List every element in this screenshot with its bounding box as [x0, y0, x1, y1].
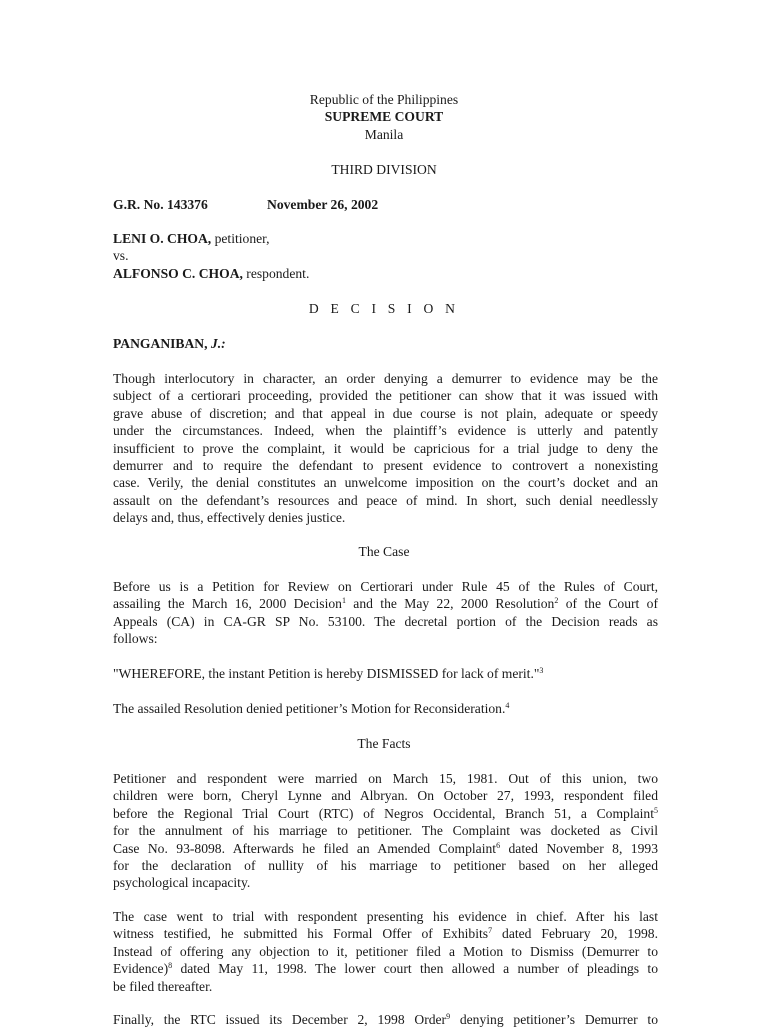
section-heading-case: The Case: [358, 544, 410, 559]
paragraph-line: for the declaration of nullity of his marriage to petitioner based on her alleged: [113, 857, 658, 873]
paragraph-line: children were born, Cheryl Lynne and Albryan. On October 27, 1993, respondent filed: [113, 788, 658, 804]
paragraph-line: for the annulment of his marriage to petitioner. The Complaint was docketed as Civil: [113, 823, 658, 839]
text-run: assailing the March 16, 2000 Decision: [113, 596, 342, 612]
paragraph-line: subject of a certiorari proceeding, provided the petitioner can show that it was issued with: [113, 388, 658, 404]
footnote-ref[interactable]: 4: [505, 701, 510, 710]
petitioner-name: LENI O. CHOA,: [113, 231, 212, 246]
quote-text: "WHEREFORE, the instant Petition is hereby DISMISSED for lack of merit.": [113, 666, 540, 681]
paragraph-line: insufficient to prove the complaint, it would be capricious for a trial judge to deny the: [113, 440, 658, 456]
gr-number: G.R. No. 143376: [113, 197, 208, 212]
petitioner-role: petitioner,: [211, 231, 270, 246]
text-run: and the May 22, 2000 Resolution: [345, 596, 555, 612]
paragraph-line: delays and, thus, effectively denies justice.: [113, 510, 346, 526]
paragraph-line: Before us is a Petition for Review on Certiorari under Rule 45 of the Rules of Court,: [113, 579, 658, 594]
court-heading: [0, 108, 768, 125]
text-run: of the Court of: [558, 596, 658, 612]
paragraph-line: Petitioner and respondent were married on March 15, 1981. Out of this union, two: [113, 771, 658, 786]
paragraph-line: [113, 595, 658, 612]
trial-paragraph: [113, 908, 658, 995]
paragraph-line: [113, 960, 658, 977]
paragraph-line: be filed thereafter.: [113, 978, 213, 994]
final-paragraph: [113, 1011, 658, 1028]
paragraph-line: psychological incapacity.: [113, 875, 251, 891]
paragraph-line: Instead of offering any objection to it, petitioner filed a Motion to Dismiss (Demurrer to: [113, 943, 658, 959]
paragraph-line: [113, 925, 658, 942]
city-heading: Manila: [364, 127, 404, 142]
text-run: denying petitioner’s Demurrer to: [450, 1012, 658, 1027]
text-run: dated May 11, 1998. The lower court then allowed a number of pleadings to: [172, 961, 658, 977]
respondent-name: ALFONSO C. CHOA,: [113, 265, 243, 281]
paragraph-line: [113, 1011, 658, 1028]
paragraph-line: The case went to trial with respondent presenting his evidence in chief. After his last: [113, 909, 658, 924]
footnote-ref[interactable]: 5: [654, 805, 658, 815]
text-run: Evidence): [113, 961, 169, 977]
text-run: Finally, the RTC issued its December 2, 1998 Order: [113, 1012, 447, 1027]
footnote-ref[interactable]: 6: [496, 840, 501, 850]
paragraph-line: Though interlocutory in character, an order denying a demurrer to evidence may be the: [113, 371, 658, 386]
resolution-text: The assailed Resolution denied petitioner’s Motion for Reconsideration.: [113, 701, 506, 716]
respondent-line: [113, 265, 658, 282]
versus-line: vs.: [113, 248, 129, 264]
decision-date: November 26, 2002: [267, 197, 379, 212]
paragraph-line: [113, 840, 658, 857]
division-heading: THIRD DIVISION: [331, 162, 437, 177]
paragraph-line: assault on the defendant’s resources and peace of mind. In short, such denial needlessly: [113, 492, 658, 508]
footnote-ref[interactable]: 2: [554, 596, 559, 606]
resolution-sentence: [113, 700, 658, 717]
petitioner-line: [113, 230, 658, 247]
footnote-ref[interactable]: 7: [488, 926, 493, 936]
footnote-ref[interactable]: 3: [539, 666, 544, 675]
footnote-ref[interactable]: 8: [168, 961, 173, 971]
text-run: Case No. 93-8098. Afterwards he filed an Amended Complaint: [113, 840, 497, 856]
section-heading-facts: The Facts: [357, 736, 411, 751]
paragraph-line: under the circumstances. Indeed, when the plaintiff’s evidence is utterly and patently: [113, 423, 658, 439]
paragraph-line: grave abuse of discretion; and that appeal in due course is not plain, adequate or speedy: [113, 405, 658, 421]
text-run: dated November 8, 1993: [500, 840, 658, 856]
intro-paragraph: [113, 370, 658, 527]
text-run: before the Regional Trial Court (RTC) of Negros Occidental, Branch 51, a Complaint: [113, 805, 654, 821]
paragraph-line: [113, 805, 658, 822]
parties-block: [113, 230, 658, 282]
text-run: witness testified, he submitted his Formal Offer of Exhibits: [113, 926, 489, 942]
ponente-line: [113, 335, 658, 352]
paragraph-line: case. Verily, the denial constitutes an unwelcome imposition on the court’s docket and an: [113, 475, 658, 491]
respondent-role: respondent.: [242, 265, 310, 281]
case-number-line: [113, 196, 658, 213]
ponente-suffix: J.:: [207, 336, 226, 351]
paragraph-line: demurrer and to require the defendant to present evidence to controvert a nonexisting: [113, 457, 658, 473]
quoted-dispositive: [113, 665, 658, 682]
ponente-name: PANGANIBAN,: [113, 336, 208, 351]
text-run: dated February 20, 1998.: [492, 926, 658, 942]
footnote-ref[interactable]: 1: [341, 596, 346, 606]
footnote-ref[interactable]: 9: [446, 1012, 451, 1021]
paragraph-line: Appeals (CA) in CA-GR SP No. 53100. The decretal portion of the Decision reads as: [113, 613, 658, 629]
case-paragraph: [113, 578, 658, 648]
paragraph-line: follows:: [113, 631, 158, 647]
decision-title: D E C I S I O N: [308, 301, 460, 316]
facts-paragraph: [113, 770, 658, 892]
court-name: SUPREME COURT: [324, 109, 444, 124]
republic-heading: Republic of the Philippines: [309, 92, 459, 107]
